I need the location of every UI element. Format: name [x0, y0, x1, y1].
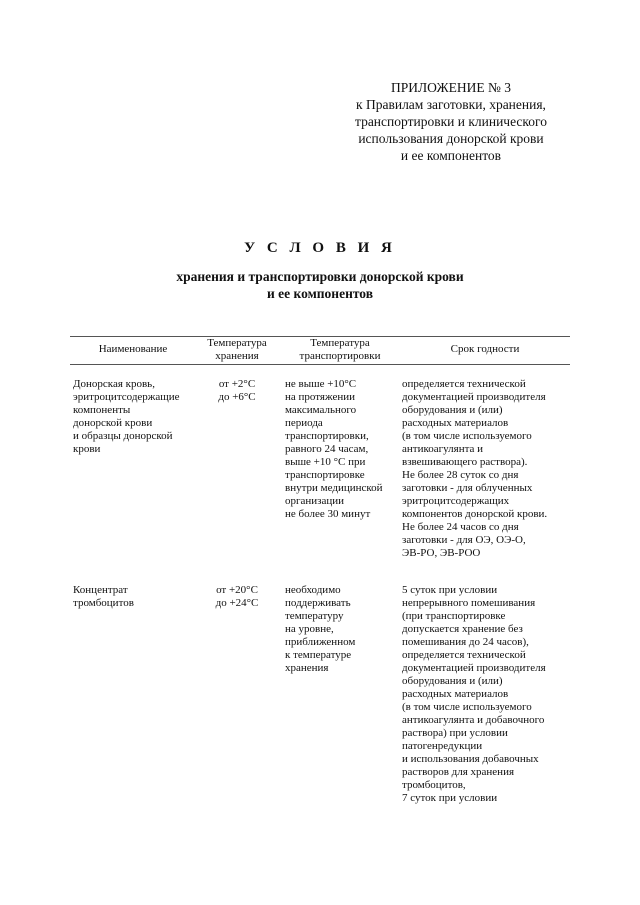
appendix-line: транспортировки и клинического: [355, 114, 547, 129]
cell-line: Не более 28 суток со дня: [402, 469, 519, 481]
cell-line: оборудования и (или): [402, 404, 503, 416]
row2-shelf-life: [402, 584, 568, 805]
cell-line: внутри медицинской: [285, 482, 383, 494]
row1-name: [73, 378, 193, 456]
cell-line: (в том числе используемого: [402, 701, 532, 713]
header-text: транспортировки: [299, 350, 381, 362]
cell-line: Концентрат: [73, 584, 128, 596]
cell-line: эритроцитсодержащих: [402, 495, 510, 507]
appendix-line: и ее компонентов: [400, 148, 502, 163]
header-transport-temp: [282, 337, 398, 363]
cell-line: эритроцитсодержащие: [73, 391, 180, 403]
row2-storage: [199, 584, 275, 610]
cell-line: непрерывного помешивания: [402, 597, 536, 609]
cell-line: транспортировки,: [285, 430, 369, 442]
cell-line: донорской крови: [73, 417, 153, 429]
cell-line: приближенном: [285, 636, 356, 648]
cell-line: компонентов донорской крови.: [402, 508, 548, 520]
cell-line: периода: [285, 417, 323, 429]
cell-line: Не более 24 часов со дня: [402, 521, 519, 533]
cell-line: раствора) при условии: [402, 727, 508, 739]
header-text: Наименование: [98, 343, 168, 355]
cell-line: к температуре: [285, 649, 352, 661]
cell-line: компоненты: [73, 404, 131, 416]
header-text: Срок годности: [450, 343, 520, 355]
header-text: хранения: [215, 350, 259, 362]
cell-line: организации: [285, 495, 345, 507]
table-header-rule: [70, 364, 570, 365]
cell-line: максимального: [285, 404, 357, 416]
cell-line: заготовки - для облученных: [402, 482, 533, 494]
cell-line: до +24°C: [215, 597, 259, 609]
cell-line: помешивания до 24 часов),: [402, 636, 529, 648]
cell-line: крови: [73, 443, 101, 455]
row1-shelf-life: [402, 378, 568, 560]
cell-line: взвешивающего раствора).: [402, 456, 528, 468]
cell-line: документацией производителя: [402, 391, 546, 403]
cell-line: расходных материалов: [402, 417, 509, 429]
cell-line: (в том числе используемого: [402, 430, 532, 442]
header-text: Температура: [207, 337, 267, 349]
cell-line: тромбоцитов: [73, 597, 134, 609]
appendix-line: использования донорской крови: [358, 131, 544, 146]
row1-transport: [285, 378, 395, 521]
cell-line: поддерживать: [285, 597, 351, 609]
cell-line: выше +10 °С при: [285, 456, 366, 468]
cell-line: ЭВ-РО, ЭВ-РОО: [402, 547, 481, 559]
cell-line: температуру: [285, 610, 344, 622]
cell-line: допускается хранение без: [402, 623, 523, 635]
cell-line: до +6°C: [218, 391, 256, 403]
cell-line: и образцы донорской: [73, 430, 173, 442]
cell-line: необходимо: [285, 584, 341, 596]
header-shelf-life: [402, 343, 568, 356]
cell-line: 5 суток при условии: [402, 584, 498, 596]
cell-line: определяется технической: [402, 649, 526, 661]
cell-line: 7 суток при условии: [402, 792, 498, 804]
cell-line: заготовки - для ОЭ, ОЭ-О,: [402, 534, 526, 546]
cell-line: патогенредукции: [402, 740, 483, 752]
cell-line: не более 30 минут: [285, 508, 371, 520]
row1-storage: [199, 378, 275, 404]
cell-line: Донорская кровь,: [73, 378, 155, 390]
appendix-line: ПРИЛОЖЕНИЕ № 3: [390, 80, 512, 95]
subtitle-line: и ее компонентов: [266, 286, 374, 301]
row2-name: [73, 584, 193, 610]
header-text: Температура: [310, 337, 370, 349]
cell-line: антикоагулянта и: [402, 443, 484, 455]
header-name: [73, 343, 193, 356]
cell-line: от +2°C: [218, 378, 256, 390]
cell-line: тромбоцитов,: [402, 779, 466, 791]
header-storage-temp: [199, 337, 275, 363]
cell-line: равного 24 часам,: [285, 443, 369, 455]
document-subtitle: [0, 268, 640, 302]
cell-line: на уровне,: [285, 623, 334, 635]
document-title: У С Л О В И Я: [244, 240, 396, 256]
appendix-line: к Правилам заготовки, хранения,: [356, 97, 546, 112]
cell-line: оборудования и (или): [402, 675, 503, 687]
cell-line: от +20°C: [216, 584, 258, 596]
cell-line: и использования добавочных: [402, 753, 539, 765]
subtitle-line: хранения и транспортировки донорской крови: [176, 269, 464, 284]
cell-line: расходных материалов: [402, 688, 509, 700]
appendix-block: [320, 79, 582, 164]
cell-line: документацией производителя: [402, 662, 546, 674]
cell-line: растворов для хранения: [402, 766, 515, 778]
cell-line: транспортировке: [285, 469, 365, 481]
cell-line: на протяжении: [285, 391, 355, 403]
cell-line: хранения: [285, 662, 329, 674]
cell-line: (при транспортировке: [402, 610, 506, 622]
cell-line: не выше +10°C: [285, 378, 357, 390]
row2-transport: [285, 584, 395, 675]
cell-line: определяется технической: [402, 378, 526, 390]
cell-line: антикоагулянта и добавочного: [402, 714, 545, 726]
